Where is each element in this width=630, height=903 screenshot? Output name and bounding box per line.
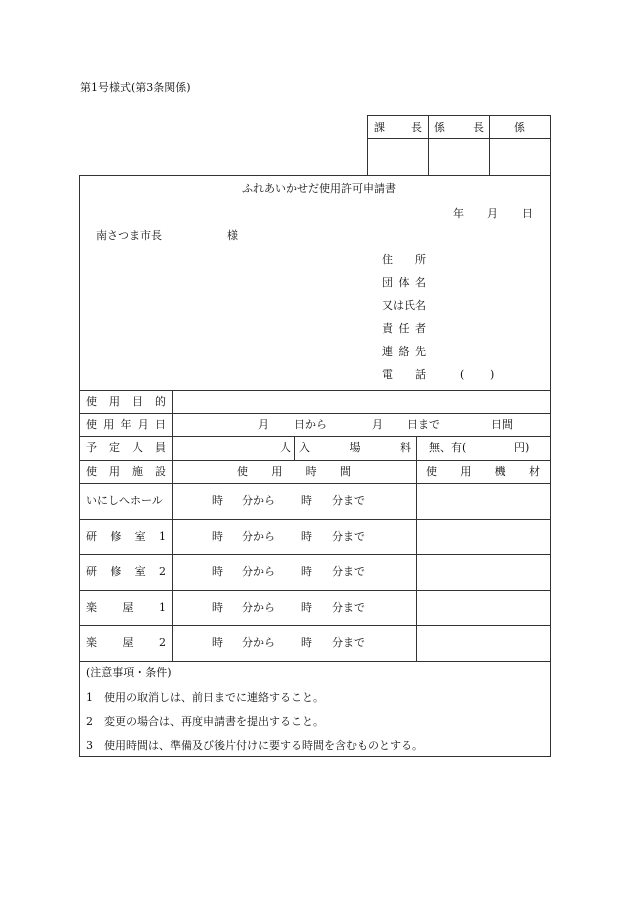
time-slot: 時 分から 時 分まで: [212, 601, 365, 614]
equipment-cell[interactable]: [417, 591, 550, 625]
approval-kakari-label: 係: [514, 121, 525, 134]
time-slot: 時 分から 時 分まで: [212, 636, 365, 649]
kacho-stamp-cell[interactable]: [368, 139, 428, 175]
equipment-header: 使 用 機 材: [426, 465, 540, 478]
dates-month2: 月: [372, 418, 383, 431]
facility-name: 研 修 室 2: [86, 565, 166, 578]
notes-heading: (注意事項・条件): [86, 666, 172, 679]
approval-kacho-label: 課 長: [374, 121, 422, 134]
phone-paren-open: (: [460, 368, 465, 381]
dates-day-from: 日から: [294, 418, 327, 431]
equipment-cell[interactable]: [417, 484, 550, 519]
facility-header: 使 用 施 設: [86, 465, 166, 478]
people-unit: 人: [280, 441, 291, 454]
time-header: 使 用 時 間: [237, 465, 351, 478]
field-contact-label: 連 絡 先: [382, 345, 426, 358]
date-day-label: 日: [522, 207, 533, 220]
time-slot: 時 分から 時 分まで: [212, 494, 365, 507]
facility-name: 楽 屋 1: [86, 601, 166, 614]
form-number: 第1号様式(第3条関係): [80, 81, 191, 94]
fee-value: 無、有(: [429, 441, 467, 454]
field-address-label: 住 所: [382, 253, 426, 266]
approval-kakaricho-label: 係 長: [434, 121, 484, 134]
people-label: 予 定 人 員: [86, 441, 166, 454]
fee-label: 入 場 料: [299, 441, 411, 454]
note-item: 1 使用の取消しは、前日までに連絡すること。: [86, 691, 324, 704]
purpose-input[interactable]: [173, 391, 550, 413]
field-name-label: 又 は 氏 名: [382, 299, 426, 312]
facility-name: いにしへホール: [86, 494, 163, 507]
date-year-label: 年: [453, 207, 464, 220]
date-month-label: 月: [487, 207, 498, 220]
field-phone-label: 電 話: [382, 368, 426, 381]
kakari-stamp-cell[interactable]: [490, 139, 550, 175]
form-title: ふれあいかせだ使用許可申請書: [242, 182, 396, 195]
time-slot: 時 分から 時 分まで: [212, 530, 365, 543]
time-slot: 時 分から 時 分まで: [212, 565, 365, 578]
field-group-name-label: 団 体 名: [382, 276, 426, 289]
note-item: 2 変更の場合は、再度申請書を提出すること。: [86, 715, 324, 728]
dates-day-to: 日まで: [407, 418, 440, 431]
kakaricho-stamp-cell[interactable]: [429, 139, 489, 175]
facility-name: 楽 屋 2: [86, 636, 166, 649]
fee-unit: 円): [514, 441, 530, 454]
field-responsible-label: 責 任 者: [382, 322, 426, 335]
dates-label: 使 用 年 月 日: [86, 418, 166, 431]
equipment-cell[interactable]: [417, 626, 550, 661]
facility-name: 研 修 室 1: [86, 530, 166, 543]
dates-days: 日間: [491, 418, 513, 431]
equipment-cell[interactable]: [417, 555, 550, 590]
note-item: 3 使用時間は、準備及び後片付けに要する時間を含むものとする。: [86, 739, 423, 752]
phone-paren-close: ): [490, 368, 495, 381]
addressee-honorific: 様: [227, 229, 238, 242]
addressee-name: 南さつま市長: [96, 229, 162, 242]
dates-month1: 月: [258, 418, 269, 431]
purpose-label: 使 用 目 的: [86, 395, 166, 408]
equipment-cell[interactable]: [417, 520, 550, 554]
